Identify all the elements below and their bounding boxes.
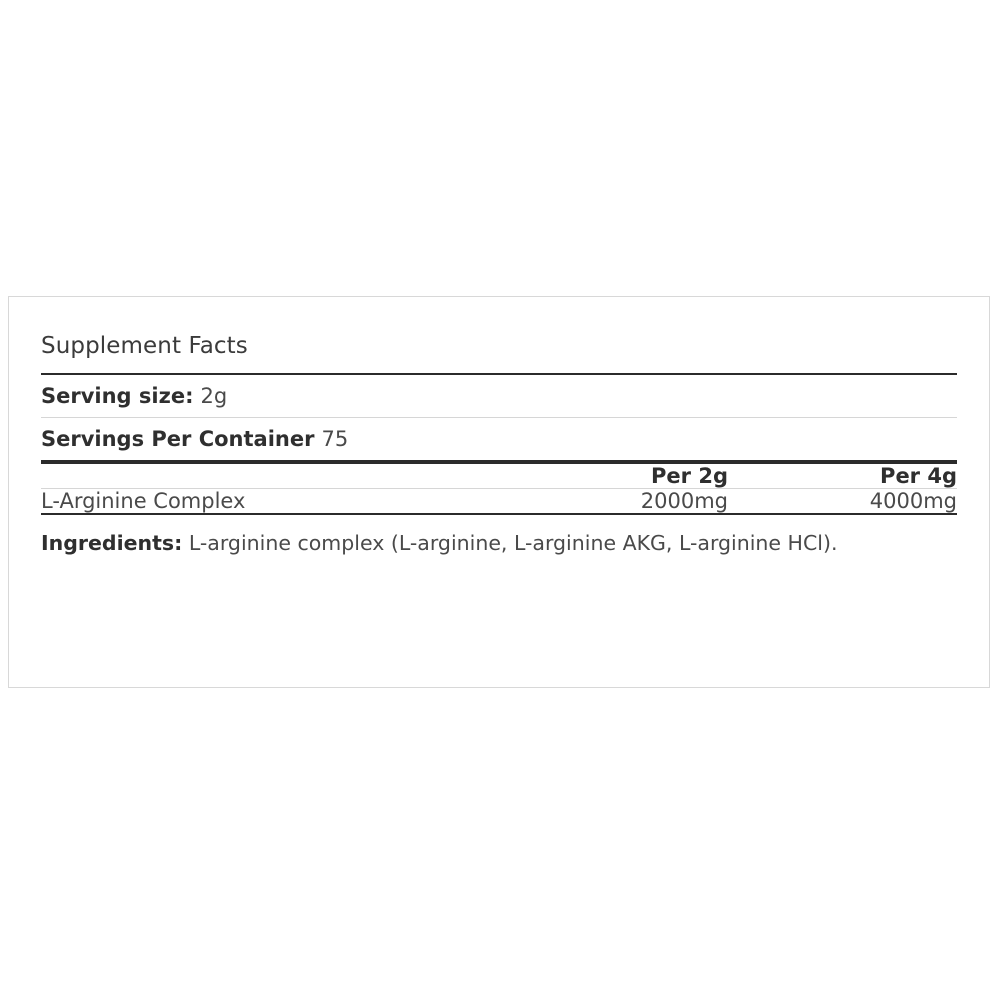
table-header-row (41, 464, 957, 488)
column-header-name (41, 464, 462, 488)
table-row (41, 489, 957, 513)
ingredient-amount-per-4g: 4000mg (869, 489, 957, 513)
page-title: Supplement Facts (41, 333, 248, 359)
servings-per-container-value: 75 (321, 427, 349, 451)
servings-per-container-label: Servings Per Container (41, 427, 315, 451)
nutrition-table-body (41, 489, 957, 513)
ingredients-block (41, 515, 951, 558)
serving-size-label: Serving size: (41, 384, 194, 408)
ingredients-label: Ingredients: (41, 531, 183, 555)
servings-per-container-row (41, 418, 957, 460)
ingredient-name: L-Arginine Complex (41, 489, 246, 513)
ingredients-text: L-arginine complex (L-arginine, L-arginine AKG, L-arginine HCl). (188, 531, 838, 555)
nutrition-table (41, 464, 957, 488)
serving-size-row (41, 375, 957, 417)
column-header-per-4g: Per 4g (880, 464, 957, 488)
serving-size-value: 2g (200, 384, 228, 408)
supplement-facts-content (9, 297, 989, 558)
ingredient-amount-per-2g: 2000mg (640, 489, 728, 513)
supplement-facts-panel (8, 296, 990, 688)
column-header-per-2g: Per 2g (651, 464, 728, 488)
